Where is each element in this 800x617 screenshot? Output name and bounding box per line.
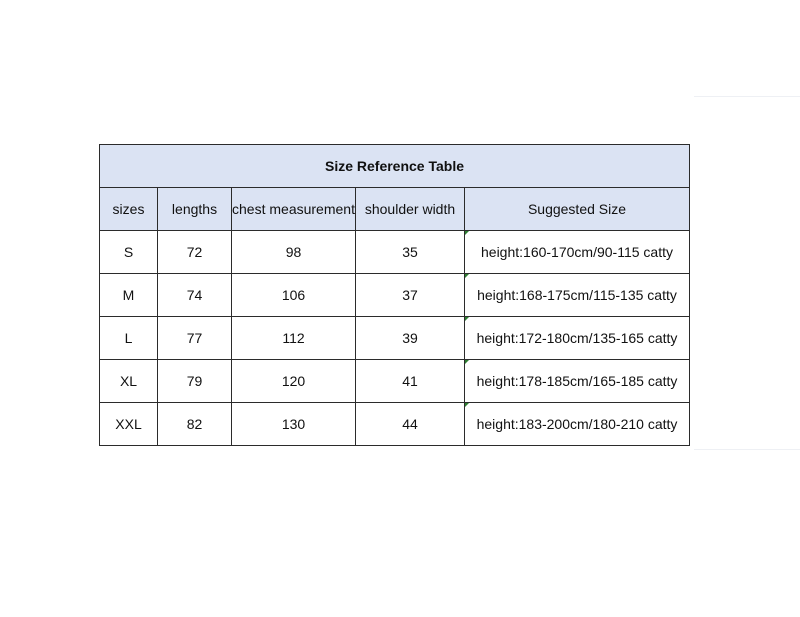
cell-length: 72 xyxy=(158,231,232,274)
cell-shoulder: 44 xyxy=(356,403,465,446)
cell-suggested-size: height:172-180cm/135-165 catty xyxy=(465,317,690,360)
cell-size: XL xyxy=(100,360,158,403)
cell-shoulder: 41 xyxy=(356,360,465,403)
cell-suggested-size: height:160-170cm/90-115 catty xyxy=(465,231,690,274)
size-reference-table xyxy=(99,144,690,446)
table-title-row xyxy=(100,145,690,188)
table-row xyxy=(100,360,690,403)
cell-shoulder: 37 xyxy=(356,274,465,317)
column-header-sizes: sizes xyxy=(100,188,158,231)
cell-suggested-size: height:178-185cm/165-185 catty xyxy=(465,360,690,403)
table-header-row xyxy=(100,188,690,231)
cell-size: M xyxy=(100,274,158,317)
cell-chest: 130 xyxy=(232,403,356,446)
decorative-line-bottom xyxy=(694,449,800,450)
table-title: Size Reference Table xyxy=(100,145,690,188)
table-row xyxy=(100,403,690,446)
table-row xyxy=(100,231,690,274)
cell-chest: 98 xyxy=(232,231,356,274)
column-header-lengths: lengths xyxy=(158,188,232,231)
cell-suggested-size: height:183-200cm/180-210 catty xyxy=(465,403,690,446)
cell-chest: 106 xyxy=(232,274,356,317)
column-header-suggested-size: Suggested Size xyxy=(465,188,690,231)
column-header-chest-measurement: chest measurement xyxy=(232,188,356,231)
column-header-shoulder-width: shoulder width xyxy=(356,188,465,231)
cell-length: 74 xyxy=(158,274,232,317)
cell-length: 79 xyxy=(158,360,232,403)
cell-size: L xyxy=(100,317,158,360)
table-row xyxy=(100,317,690,360)
cell-suggested-size: height:168-175cm/115-135 catty xyxy=(465,274,690,317)
cell-shoulder: 35 xyxy=(356,231,465,274)
cell-size: XXL xyxy=(100,403,158,446)
cell-length: 82 xyxy=(158,403,232,446)
cell-length: 77 xyxy=(158,317,232,360)
cell-chest: 112 xyxy=(232,317,356,360)
cell-shoulder: 39 xyxy=(356,317,465,360)
cell-chest: 120 xyxy=(232,360,356,403)
cell-size: S xyxy=(100,231,158,274)
table-row xyxy=(100,274,690,317)
decorative-line-top xyxy=(694,96,800,97)
